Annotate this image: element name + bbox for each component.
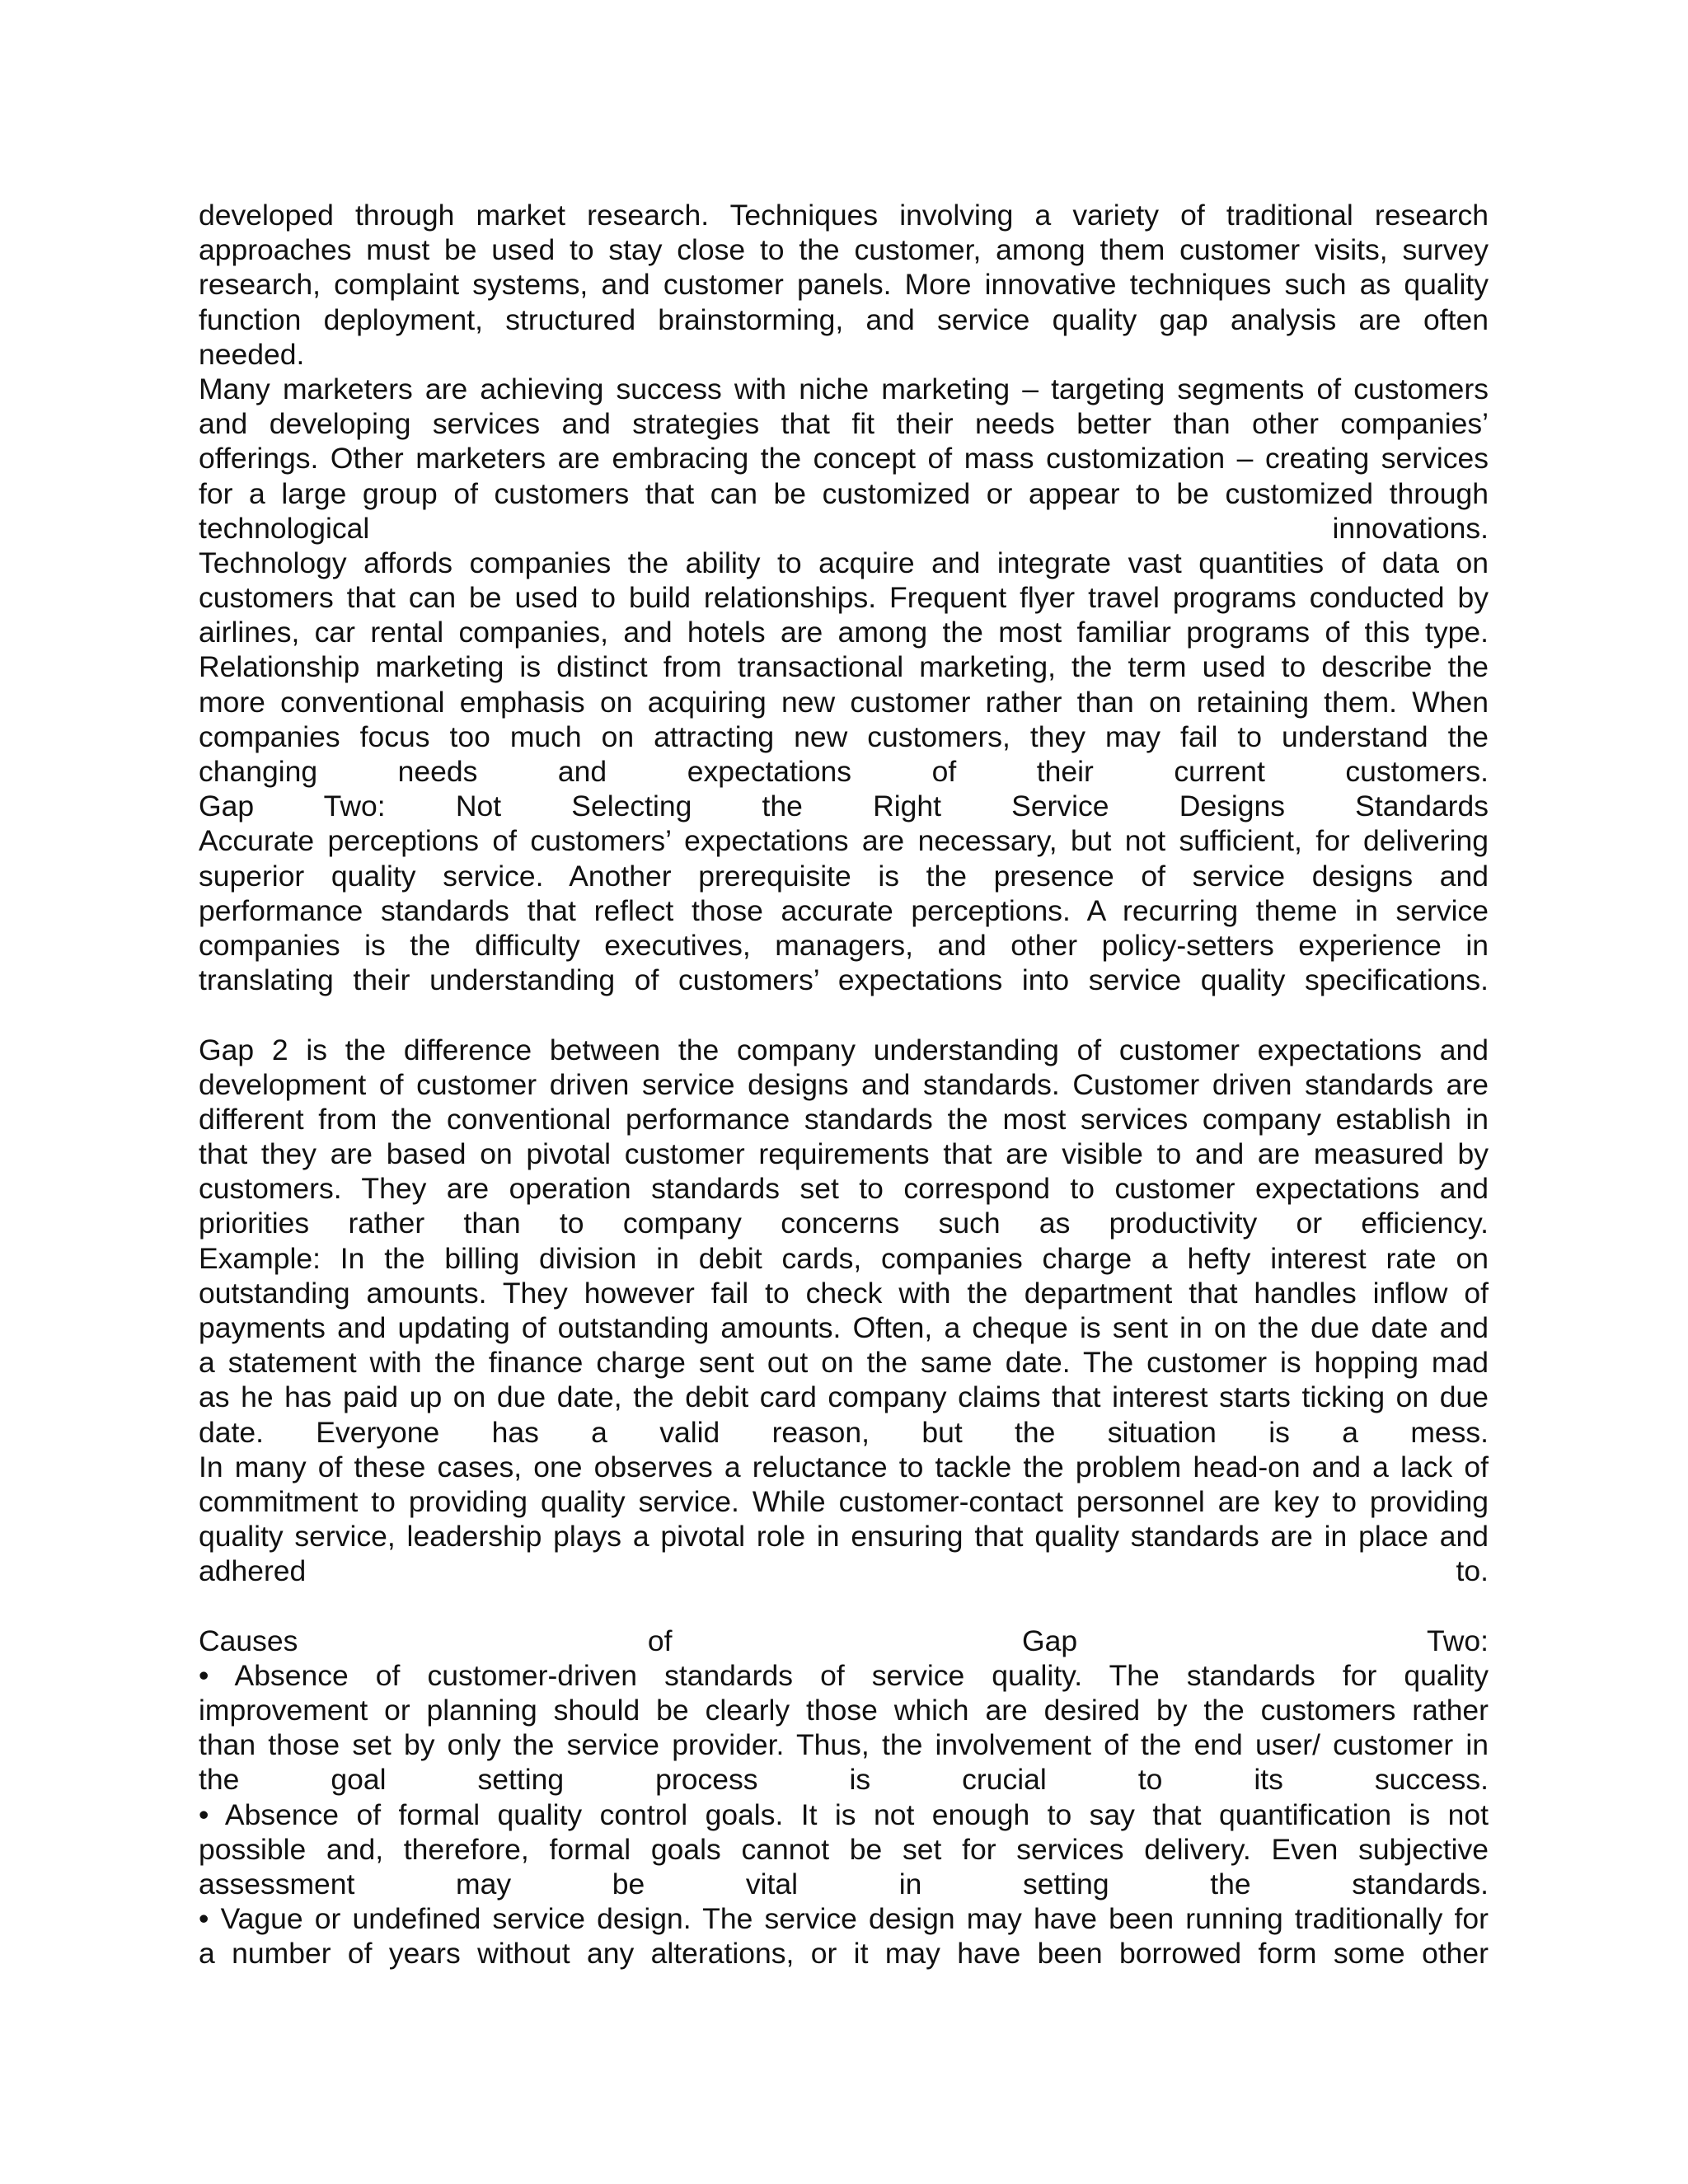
text-line: possible and, therefore, formal goals cannot be set for services delivery. Even subjective <box>199 1832 1489 1866</box>
text-line: Gap 2 is the difference between the company understanding of customer expectations and <box>199 1033 1489 1066</box>
text-line: In many of these cases, one observes a reluctance to tackle the problem head-on and a lack of <box>199 1450 1489 1483</box>
text-line: • Absence of formal quality control goals. It is not enough to say that quantification is not <box>199 1797 1489 1831</box>
text-line: commitment to providing quality service. While customer-contact personnel are key to providing <box>199 1484 1489 1518</box>
text-line: priorities rather than to company concerns such as productivity or efficiency. <box>199 1207 1489 1240</box>
text-line: Causes of Gap Two: <box>199 1624 1489 1657</box>
text-line: technological innovations. <box>199 511 1489 545</box>
text-line: customers. They are operation standards set to correspond to customer expectations and <box>199 1172 1489 1206</box>
text-line: performance standards that reflect those accurate perceptions. A recurring theme in service <box>199 893 1489 927</box>
text-line: more conventional emphasis on acquiring new customer rather than on retaining them. When <box>199 685 1489 719</box>
text-line: Many marketers are achieving success with niche marketing – targeting segments of customers <box>199 372 1489 405</box>
text-line: improvement or planning should be clearly those which are desired by the customers rather <box>199 1694 1489 1727</box>
text-line: companies focus too much on attracting new customers, they may fail to understand the <box>199 719 1489 753</box>
text-line: airlines, car rental companies, and hotels are among the most familiar programs of this type. <box>199 616 1489 649</box>
text-line: and developing services and strategies that fit their needs better than other companies’ <box>199 407 1489 441</box>
text-line: a number of years without any alterations, or it may have been borrowed form some other <box>199 1937 1489 1971</box>
text-line: assessment may be vital in setting the standards. <box>199 1868 1489 1900</box>
text-line: different from the conventional performance standards the most services company establish in <box>199 1102 1489 1136</box>
blank-line <box>199 997 1489 1032</box>
text-line: that they are based on pivotal customer requirements that are visible to and are measured by <box>199 1137 1489 1171</box>
text-line: the goal setting process is crucial to its success. <box>199 1763 1489 1797</box>
text-line: as he has paid up on due date, the debit card company claims that interest starts ticking on due <box>199 1380 1489 1414</box>
text-line: development of customer driven service designs and standards. Customer driven standards are <box>199 1067 1489 1101</box>
text-line: date. Everyone has a valid reason, but the situation is a mess. <box>199 1415 1489 1449</box>
text-line: a statement with the finance charge sent out on the same date. The customer is hopping mad <box>199 1346 1489 1380</box>
text-line: customers that can be used to build relationships. Frequent flyer travel programs conducted by <box>199 581 1489 615</box>
text-line: developed through market research. Techniques involving a variety of traditional research <box>199 199 1489 232</box>
text-line: superior quality service. Another prerequisite is the presence of service designs and <box>199 859 1489 893</box>
text-line: • Vague or undefined service design. The service design may have been running traditionally for <box>199 1902 1489 1936</box>
text-line: research, complaint systems, and customer panels. More innovative techniques such as quality <box>199 268 1489 302</box>
text-line: Accurate perceptions of customers’ expectations are necessary, but not sufficient, for delivering <box>199 824 1489 858</box>
text-line: • Absence of customer-driven standards of service quality. The standards for quality <box>199 1658 1489 1692</box>
text-line: than those set by only the service provider. Thus, the involvement of the end user/ customer in <box>199 1728 1489 1762</box>
text-line: function deployment, structured brainstorming, and service quality gap analysis are often <box>199 302 1489 336</box>
text-line: Relationship marketing is distinct from transactional marketing, the term used to describe the <box>199 650 1489 684</box>
text-line: adhered to. <box>199 1554 1489 1588</box>
text-line: outstanding amounts. They however fail to check with the department that handles inflow of <box>199 1276 1489 1310</box>
text-line: for a large group of customers that can be customized or appear to be customized through <box>199 476 1489 510</box>
text-line: changing needs and expectations of their current customers. <box>199 755 1489 788</box>
text-line: offerings. Other marketers are embracing the concept of mass customization – creating services <box>199 442 1489 476</box>
text-line: Example: In the billing division in debit cards, companies charge a hefty interest rate on <box>199 1241 1489 1275</box>
text-line: quality service, leadership plays a pivotal role in ensuring that quality standards are in place and <box>199 1520 1489 1554</box>
document-page <box>199 198 1489 1971</box>
text-line: companies is the difficulty executives, managers, and other policy-setters experience in <box>199 928 1489 962</box>
blank-line <box>199 1589 1489 1624</box>
text-line: Gap Two: Not Selecting the Right Service Designs Standards <box>199 790 1489 823</box>
text-line: Technology affords companies the ability to acquire and integrate vast quantities of data on <box>199 546 1489 579</box>
text-line: payments and updating of outstanding amounts. Often, a cheque is sent in on the due date and <box>199 1311 1489 1344</box>
text-line: approaches must be used to stay close to the customer, among them customer visits, survey <box>199 233 1489 267</box>
text-line: needed. <box>199 337 305 371</box>
text-line: translating their understanding of customers’ expectations into service quality specifications. <box>199 963 1489 997</box>
